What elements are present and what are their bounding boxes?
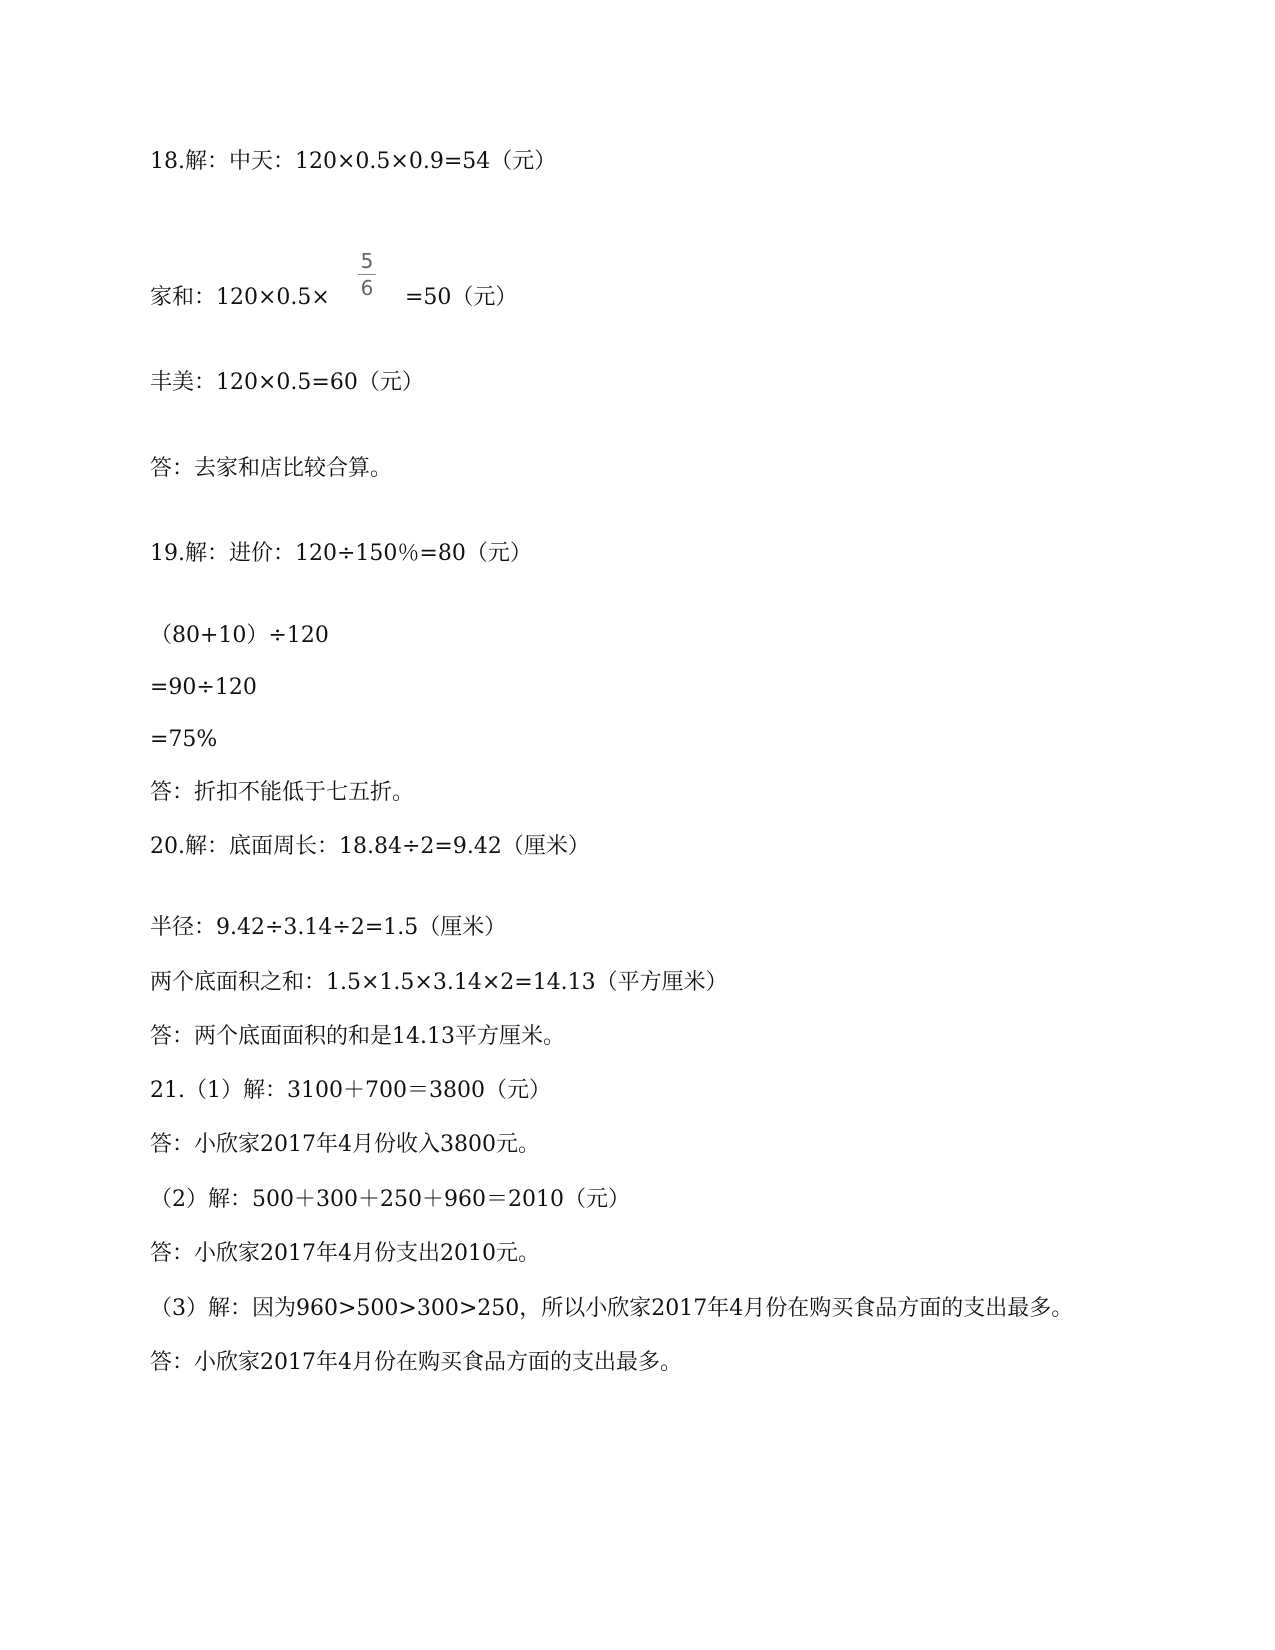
line-jiahe-left: 家和：120×0.5×: [150, 285, 330, 310]
line-21-part2: （2）解：500＋300＋250＋960＝2010（元）: [150, 1187, 630, 1212]
line-18-zhongtian: 18.解：中天：120×0.5×0.9=54（元）: [150, 149, 557, 174]
line-answer-19: 答：折扣不能低于七五折。: [150, 780, 415, 805]
line-answer-21-3: 答：小欣家2017年4月份在购买食品方面的支出最多。: [150, 1350, 682, 1375]
line-19-step2: =90÷120: [150, 675, 257, 700]
fraction-denominator: 6: [360, 276, 374, 300]
fraction-numerator: 5: [360, 249, 374, 273]
line-answer-20: 答：两个底面面积的和是14.13平方厘米。: [150, 1024, 565, 1049]
fraction-bar: [358, 274, 376, 275]
line-19-cost: 19.解：进价：120÷150％=80（元）: [150, 541, 532, 566]
line-20-area: 两个底面积之和：1.5×1.5×3.14×2=14.13（平方厘米）: [150, 970, 728, 995]
line-20-perimeter: 20.解：底面周长：18.84÷2=9.42（厘米）: [150, 834, 590, 859]
fraction-five-sixths: [356, 250, 378, 299]
line-jiahe-right: =50（元）: [405, 285, 518, 310]
line-21-part3: （3）解：因为960>500>300>250，所以小欣家2017年4月份在购买食品方面的支出最多。: [150, 1296, 1074, 1321]
line-20-radius: 半径：9.42÷3.14÷2=1.5（厘米）: [150, 915, 507, 940]
line-fengmei: 丰美：120×0.5=60（元）: [150, 370, 424, 395]
line-19-step3: =75%: [150, 727, 218, 752]
line-21-part1: 21.（1）解：3100＋700＝3800（元）: [150, 1078, 551, 1103]
line-19-step1: （80+10）÷120: [150, 623, 329, 648]
line-answer-18: 答：去家和店比较合算。: [150, 456, 393, 481]
line-answer-21-2: 答：小欣家2017年4月份支出2010元。: [150, 1241, 540, 1266]
line-answer-21-1: 答：小欣家2017年4月份收入3800元。: [150, 1132, 540, 1157]
